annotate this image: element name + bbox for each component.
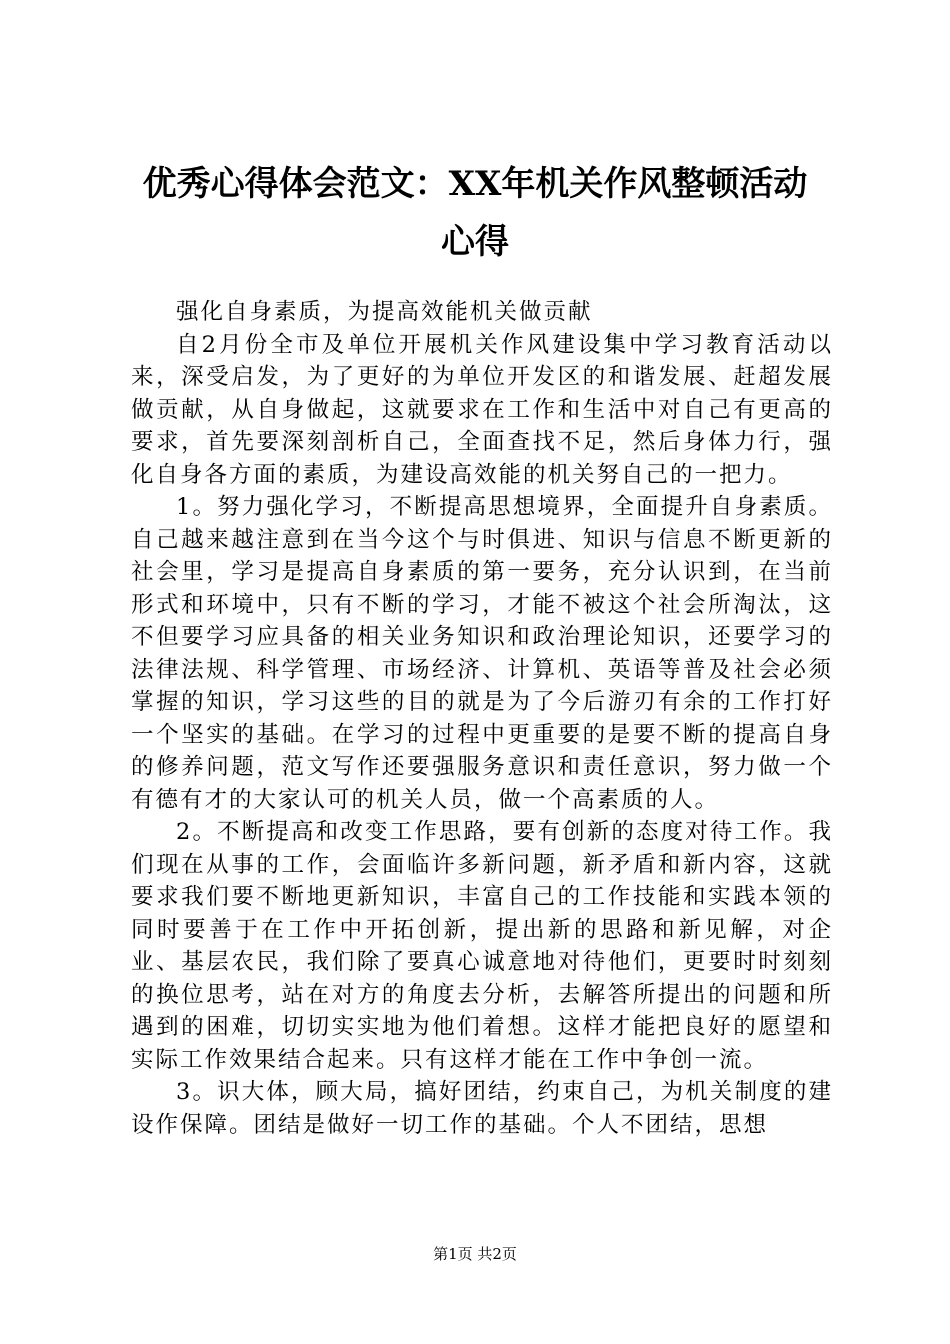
document-title-line-2: 心得 (441, 222, 509, 262)
paragraph-point-3: 3。识大体，顾大局，搞好团结，约束自己，为机关制度的建设作保障。团结是做好一切工作的基础。个人不团结，思想 (131, 1079, 833, 1138)
document-body (131, 296, 833, 1141)
paragraph-point-1: 1。努力强化学习，不断提高思想境界，全面提升自身素质。自己越来越注意到在当今这个与时俱进、知识与信息不断更新的社会里，学习是提高自身素质的第一要务，充分认识到，在当前形式和环境中，只有不断的学习，才能不被这个社会所淘汰，这不但要学习应具备的相关业务知识和政治理论知识，还要学习的法律法规、科学管理、市场经济、计算机、英语等普及社会必须掌握的知识，学习这些的目的就是为了今后游刃有余的工作打好一个坚实的基础。在学习的过程中更重要的是要不断的提高自身的修养问题，范文写作还要强服务意识和责任意识，努力做一个有德有才的大家认可的机关人员，做一个高素质的人。 (131, 494, 833, 813)
paragraph-point-2: 2。不断提高和改变工作思路，要有创新的态度对待工作。我们现在从事的工作，会面临许多新问题，新矛盾和新内容，这就要求我们要不断地更新知识，丰富自己的工作技能和实践本领的同时要善于在工作中开拓创新，提出新的思路和新见解，对企业、基层农民，我们除了要真心诚意地对待他们，更要时时刻刻的换位思考，站在对方的角度去分析，去解答所提出的问题和所遇到的困难，切切实实地为他们着想。这样才能把良好的愿望和实际工作效果结合起来。只有这样才能在工作中争创一流。 (131, 819, 833, 1073)
document-subtitle: 强化自身素质，为提高效能机关做贡献 (176, 299, 593, 325)
page-footer: 第1页 共2页 (433, 1245, 517, 1263)
paragraph-intro: 自2月份全市及单位开展机关作风建设集中学习教育活动以来，深受启发，为了更好的为单位开发区的和谐发展、赶超发展做贡献，从自身做起，这就要求在工作和生活中对自己有更高的要求，首先要深刻剖析自己，全面查找不足，然后身体力行，强化自身各方面的素质，为建设高效能的机关努自己的一把力。 (131, 331, 833, 488)
document-title-line-1: 优秀心得体会范文：XX年机关作风整顿活动 (142, 164, 808, 204)
